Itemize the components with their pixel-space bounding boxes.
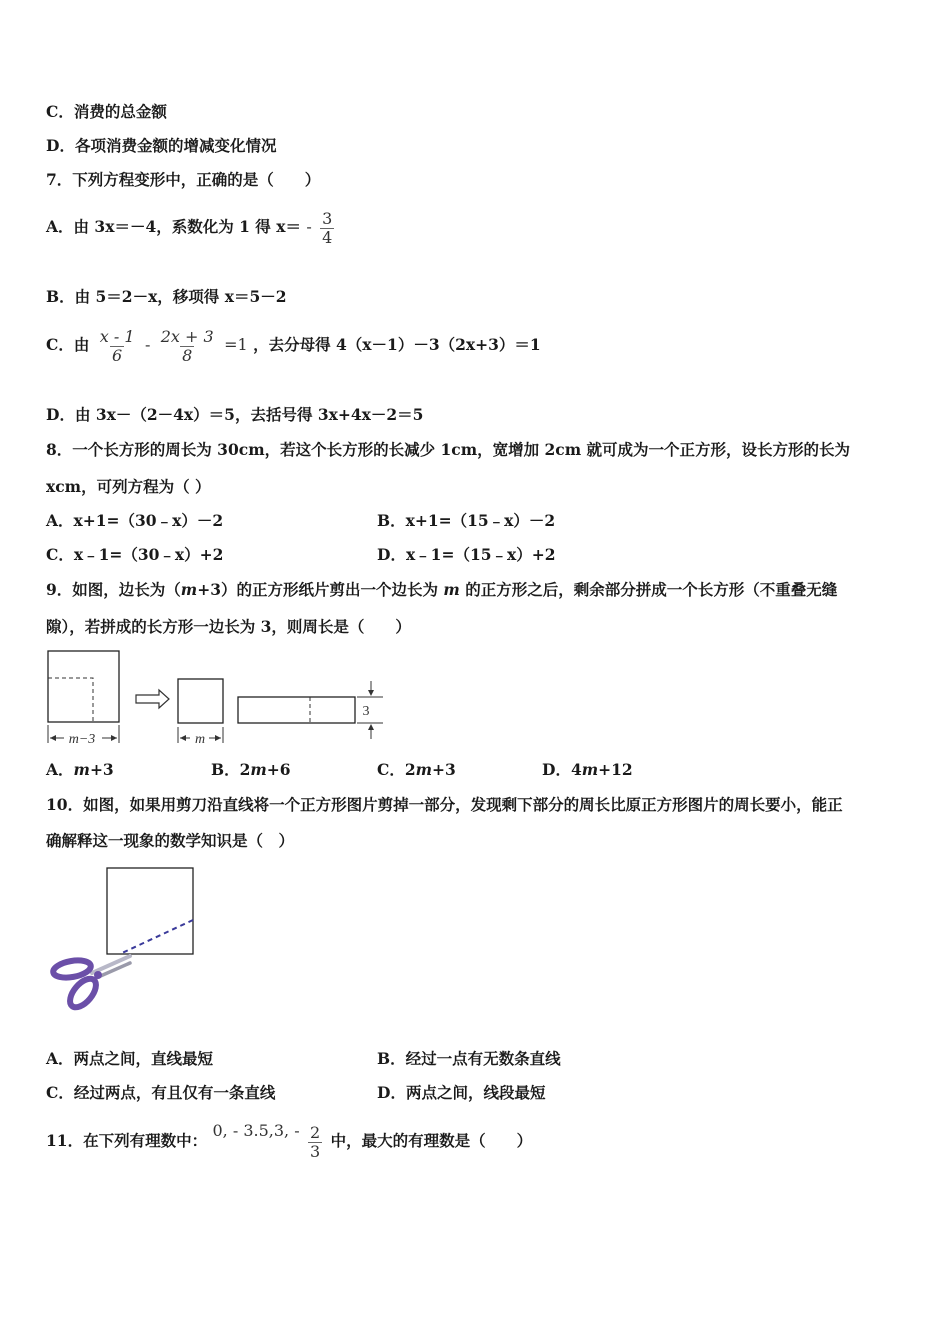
q8-option-a: A．x+1=（30﹣x）－2 — [46, 511, 224, 530]
q7-option-c — [46, 322, 541, 368]
q9-arrow-icon — [136, 690, 169, 708]
q11-fraction — [308, 1124, 322, 1161]
q7-c-f1-numerator: x - 1 — [99, 326, 135, 346]
q9-label-m: m — [194, 732, 206, 747]
q9-b-var: m — [250, 760, 267, 779]
q6-option-d: D．各项消费金额的增减变化情况 — [46, 136, 277, 155]
q9-option-b — [211, 760, 291, 780]
q9-d-pre: D．4 — [542, 760, 582, 779]
q7-c-equals: =1 — [224, 335, 248, 354]
q9-dim3-arrow-bottom — [368, 724, 374, 730]
q9-label-3: 3 — [362, 704, 370, 719]
q7-c-minus: - — [144, 335, 151, 354]
q7-c-fraction-2 — [159, 328, 216, 365]
q9-stem-part-b: +3）的正方形纸片剪出一个边长为 — [197, 580, 438, 599]
q11-fraction-numerator: 2 — [310, 1122, 321, 1142]
q9-stem-var-2: m — [443, 580, 460, 599]
q7-stem: 7．下列方程变形中，正确的是（ ） — [46, 170, 321, 189]
scissors-icon — [52, 956, 130, 1012]
q9-d-post: +12 — [598, 760, 633, 779]
q7-c-f2-denominator: 8 — [182, 345, 193, 365]
q8-stem-line2: xcm，可列方程为（ ） — [46, 477, 211, 496]
q9-dim2-arrow-left — [180, 735, 186, 741]
q8-option-d: D．x﹣1=（15﹣x）+2 — [377, 545, 556, 564]
q11-suffix: 中，最大的有理数是（ ） — [330, 1131, 533, 1150]
q9-big-square — [48, 651, 119, 722]
q9-a-var: m — [73, 760, 90, 779]
q9-option-c — [377, 760, 456, 780]
q9-b-pre: B．2 — [211, 760, 251, 779]
q8-option-b: B．x+1=（15﹣x）－2 — [377, 511, 556, 530]
q6-option-c: C．消费的总金额 — [46, 102, 167, 121]
q7-option-d: D．由 3x－（2－4x）＝5，去括号得 3x+4x－2＝5 — [46, 405, 424, 424]
q9-dim2-arrow-right — [215, 735, 221, 741]
q9-stem-part-c: 的正方形之后，剩余部分拼成一个长方形（不重叠无缝 — [465, 580, 838, 599]
q7-option-b: B．由 5＝2－x，移项得 x＝5－2 — [46, 287, 287, 306]
q7-option-a — [46, 204, 337, 250]
q9-rectangle — [238, 697, 355, 723]
q9-figure — [40, 645, 400, 750]
q10-option-d: D．两点之间，线段最短 — [377, 1083, 546, 1102]
q9-stem-var-1: m — [180, 580, 198, 599]
q9-a-post: +3 — [89, 760, 114, 779]
q10-square — [107, 868, 193, 954]
q11-fraction-denominator: 3 — [310, 1141, 321, 1161]
q9-stem-part-a: 9．如图，边长为（ — [46, 580, 181, 599]
q7-c-f2-numerator: 2x + 3 — [160, 326, 214, 346]
q9-d-var: m — [581, 760, 599, 779]
q9-option-d — [542, 760, 633, 780]
q9-label-m-minus-3: m−3 — [68, 732, 96, 747]
q8-option-c: C．x﹣1=（30﹣x）+2 — [46, 545, 224, 564]
q7-a-numerator: 3 — [322, 208, 333, 228]
q9-c-var: m — [415, 760, 433, 779]
q10-stem-line1: 10．如图，如果用剪刀沿直线将一个正方形图片剪掉一部分，发现剩下部分的周长比原正方形图片的周长要小，能正 — [46, 795, 843, 814]
q7-a-denominator: 4 — [322, 227, 333, 247]
q10-stem-line2: 确解释这一现象的数学知识是（ ） — [46, 831, 295, 850]
q10-option-b: B．经过一点有无数条直线 — [377, 1049, 561, 1068]
q9-b-post: +6 — [266, 760, 291, 779]
q9-dim-arrow-left — [50, 735, 56, 741]
q7-a-minus: - — [306, 217, 312, 236]
q10-figure — [40, 860, 210, 1020]
q9-dim-arrow-right — [111, 735, 117, 741]
q7-c-text: C．由 — [46, 335, 90, 354]
q9-cut-line — [48, 678, 93, 722]
q10-cut-line — [122, 920, 193, 953]
q9-stem-line1 — [46, 580, 837, 600]
q9-c-post: +3 — [432, 760, 456, 779]
q10-option-a: A．两点之间，直线最短 — [46, 1049, 214, 1068]
q9-a-pre: A． — [46, 760, 74, 779]
q10-option-c: C．经过两点，有且仅有一条直线 — [46, 1083, 276, 1102]
q9-option-a — [46, 760, 114, 780]
q9-stem-line2: 隙），若拼成的长方形一边长为 3，则周长是（ ） — [46, 617, 411, 636]
q7-c-suffix: ，去分母得 4（x－1）－3（2x+3）＝1 — [253, 335, 541, 354]
q9-small-square — [178, 679, 223, 723]
q8-stem-line1: 8．一个长方形的周长为 30cm，若这个长方形的长减少 1cm，宽增加 2cm 就可成为一个正方形，设长方形的长为 — [46, 440, 851, 459]
q11-stem — [46, 1118, 532, 1164]
q7-c-f1-denominator: 6 — [112, 345, 123, 365]
q7-a-text: A．由 3x＝－4，系数化为 1 得 x＝ — [46, 217, 301, 236]
q11-numbers: 0, - 3.5,3, - — [212, 1121, 300, 1140]
q9-dim3-arrow-top — [368, 690, 374, 696]
q11-prefix: 11．在下列有理数中： — [46, 1131, 208, 1150]
q7-c-fraction-1 — [98, 328, 137, 365]
q7-a-fraction — [320, 210, 334, 247]
q9-c-pre: C．2 — [377, 760, 416, 779]
